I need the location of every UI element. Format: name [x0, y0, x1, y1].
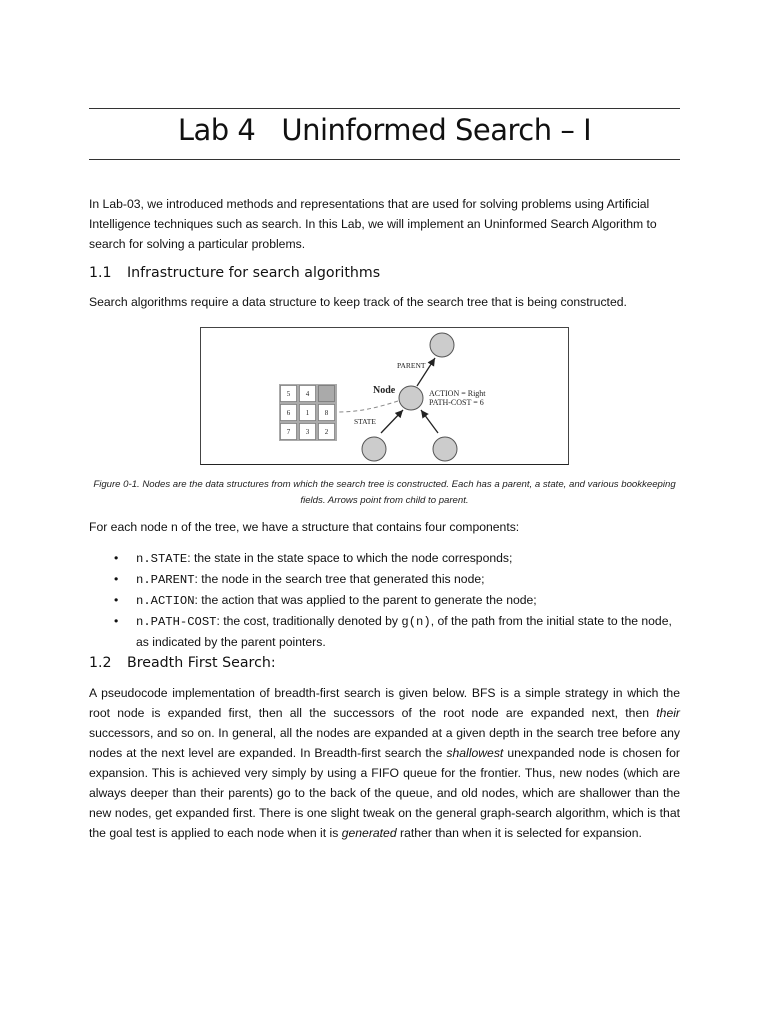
section-number: 1.1: [89, 265, 112, 281]
bfs-em-their: their: [656, 706, 680, 720]
bfs-text-1: A pseudocode implementation of breadth-first search is given below. BFS is a simple strategy in which the root node is expanded first, then all the successors of the root node are expanded next, then: [89, 686, 680, 720]
node-label: Node: [373, 385, 396, 396]
bfs-text-2: successors, and so on. In general, all the nodes are expanded at a given depth in the search tree before any nodes at the next level are expanded. In Breadth-first search the: [89, 726, 680, 760]
action-label: ACTION = Right: [429, 389, 486, 398]
section-title: Infrastructure for search algorithms: [127, 265, 381, 281]
list-item-text: : the node in the search tree that generated this node;: [194, 572, 485, 586]
figure-caption: Figure 0-1. Nodes are the data structures from which the search tree is constructed. Each has a parent, a state, and various bookkeeping fields. Arrows point from child to parent.: [93, 479, 676, 506]
section-title: Breadth First Search:: [127, 655, 276, 671]
grid-tile-number: 8: [324, 409, 329, 417]
title-bottom-rule: [89, 159, 680, 160]
title-name: Uninformed Search – I: [281, 113, 592, 147]
parent-node-circle: [430, 333, 454, 357]
code-term: n.ACTION: [136, 594, 195, 608]
state-link-dashed: [338, 401, 398, 412]
right-child-node-circle: [433, 437, 457, 461]
list-item-text-end: , of the path from the initial state to the node, as indicated by the parent pointers.: [136, 614, 672, 649]
grid-tile-number: 5: [286, 390, 291, 398]
section-number: 1.2: [89, 655, 112, 671]
left-child-node-circle: [362, 437, 386, 461]
code-term: n.PARENT: [136, 573, 195, 587]
list-item: • n.STATE: the state in the state space to which the node corresponds;: [114, 551, 513, 566]
grid-tile-number: 4: [305, 390, 310, 398]
list-item-text: : the state in the state space to which the node corresponds;: [187, 551, 513, 565]
node-diagram-svg: [201, 328, 568, 464]
title-lab-number: Lab 4: [177, 113, 256, 147]
list-item-text: : the cost, traditionally denoted by: [216, 614, 402, 628]
list-item: • n.PATH-COST: the cost, traditionally denoted by g(n), of the path from the initial state to the node, as indicated by the parent pointers.: [114, 614, 672, 649]
list-item-text: : the action that was applied to the parent to generate the node;: [194, 593, 537, 607]
section-1-1-text: Search algorithms require a data structure to keep track of the search tree that is being constructed.: [89, 295, 627, 309]
arrow-left-child-to-node: [381, 410, 403, 433]
figure-node-diagram: [200, 327, 569, 465]
node-components-list: [89, 548, 680, 652]
bfs-em-generated: generated: [341, 826, 397, 840]
grid-tile-number: 3: [305, 428, 310, 436]
grid-tile: [319, 386, 335, 402]
page-title: [89, 113, 680, 147]
grid-tile-number: 1: [305, 409, 310, 417]
section-1-2-heading: [89, 655, 276, 671]
list-item: • n.PARENT: the node in the search tree that generated this node;: [114, 572, 485, 587]
intro-paragraph: In Lab-03, we introduced methods and representations that are used for solving problems using Artificial Intelligence techniques such as search. In this Lab, we will implement an Uninformed Search Algorithm to search for solving a particular problems.: [89, 197, 657, 251]
list-item: • n.ACTION: the action that was applied to the parent to generate the node;: [114, 593, 537, 608]
title-top-rule: [89, 108, 680, 109]
components-intro: For each node n of the tree, we have a structure that contains four components:: [89, 520, 520, 534]
grid-tile-number: 7: [286, 428, 291, 436]
bfs-em-shallowest: shallowest: [446, 746, 504, 760]
bfs-paragraph: [89, 683, 680, 843]
grid-tile-number: 2: [324, 428, 329, 436]
parent-label: PARENT: [397, 361, 426, 370]
section-1-1-heading: [89, 265, 380, 281]
code-term: n.PATH-COST: [136, 615, 217, 629]
code-term: n.STATE: [136, 552, 188, 566]
arrow-right-child-to-node: [421, 410, 438, 433]
code-term-g: g(n): [401, 615, 431, 629]
grid-tile-number: 6: [286, 409, 291, 417]
state-label: STATE: [354, 417, 376, 426]
current-node-circle: [399, 386, 423, 410]
bfs-text-3: unexpanded node is chosen for expansion. This is achieved very simply by using a FIFO queue for the frontier. Thus, new nodes (which are always deeper than their parents) go to the back of the queue, and old nodes, which are shallower than the new nodes, get expanded first. There is one slight tweak on the general graph-search algorithm, which is that the goal test is applied to each node when it is: [89, 746, 680, 840]
puzzle-state-grid: [279, 384, 337, 441]
path-cost-label: PATH-COST = 6: [429, 398, 484, 407]
bfs-text-4: rather than when it is selected for expansion.: [396, 826, 642, 840]
